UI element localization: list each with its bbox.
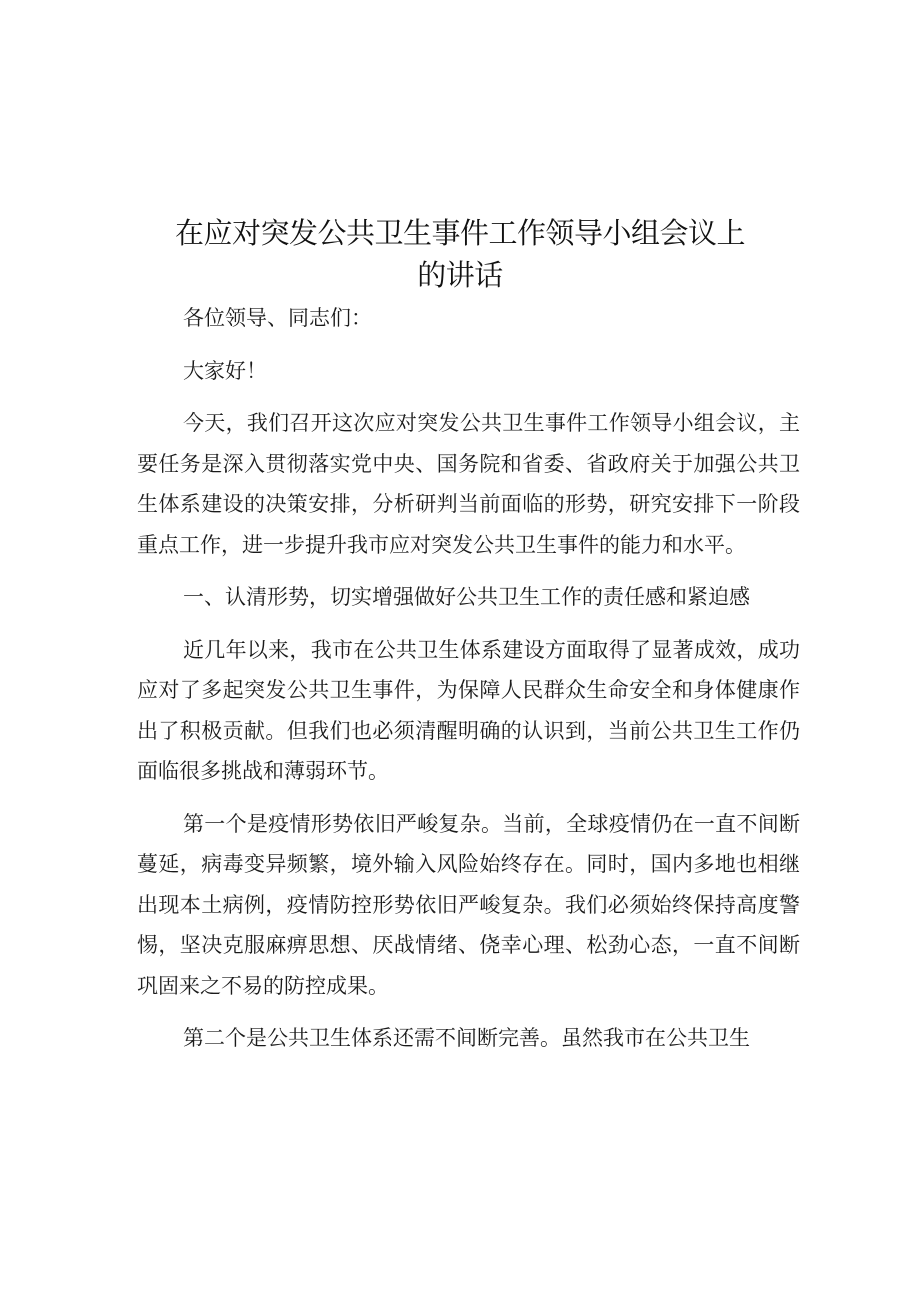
- document-body: [137, 298, 800, 1071]
- intro-paragraph: 今天，我们召开这次应对突发公共卫生事件工作领导小组会议，主要任务是深入贯彻落实党中央、国务院和省委、省政府关于加强公共卫生体系建设的决策安排，分析研判当前面临的形势，研究安排下一阶段重点工作，进一步提升我市应对突发公共卫生事件的能力和水平。: [137, 411, 800, 557]
- salutation: 各位领导、同志们：: [183, 306, 372, 330]
- document-title: [120, 212, 800, 296]
- greeting: 大家好！: [183, 358, 267, 383]
- title-line-1: 在应对突发公共卫生事件工作领导小组会议上: [174, 216, 745, 250]
- title-line-2: 的讲话: [417, 258, 503, 292]
- paragraph-epidemic-situation: 第一个是疫情形势依旧严峻复杂。当前，全球疫情仍在一直不间断蔓延，病毒变异频繁，境外输入风险始终存在。同时，国内多地也相继出现本土病例，疫情防控形势依旧严峻复杂。我们必须始终保持高度警惕，坚决克服麻痹思想、厌战情绪、侥幸心理、松劲心态，一直不间断巩固来之不易的防控成果。: [137, 811, 800, 998]
- paragraph-system-improvement: 第二个是公共卫生体系还需不间断完善。虽然我市在公共卫生: [183, 1026, 750, 1050]
- paragraph-achievements: 近几年以来，我市在公共卫生体系建设方面取得了显著成效，成功应对了多起突发公共卫生事件，为保障人民群众生命安全和身体健康作出了积极贡献。但我们也必须清醒明确的认识到，当前公共卫生工作仍面临很多挑战和薄弱环节。: [137, 637, 800, 783]
- section-heading-1: 一、认清形势，切实增强做好公共卫生工作的责任感和紧迫感: [183, 585, 750, 609]
